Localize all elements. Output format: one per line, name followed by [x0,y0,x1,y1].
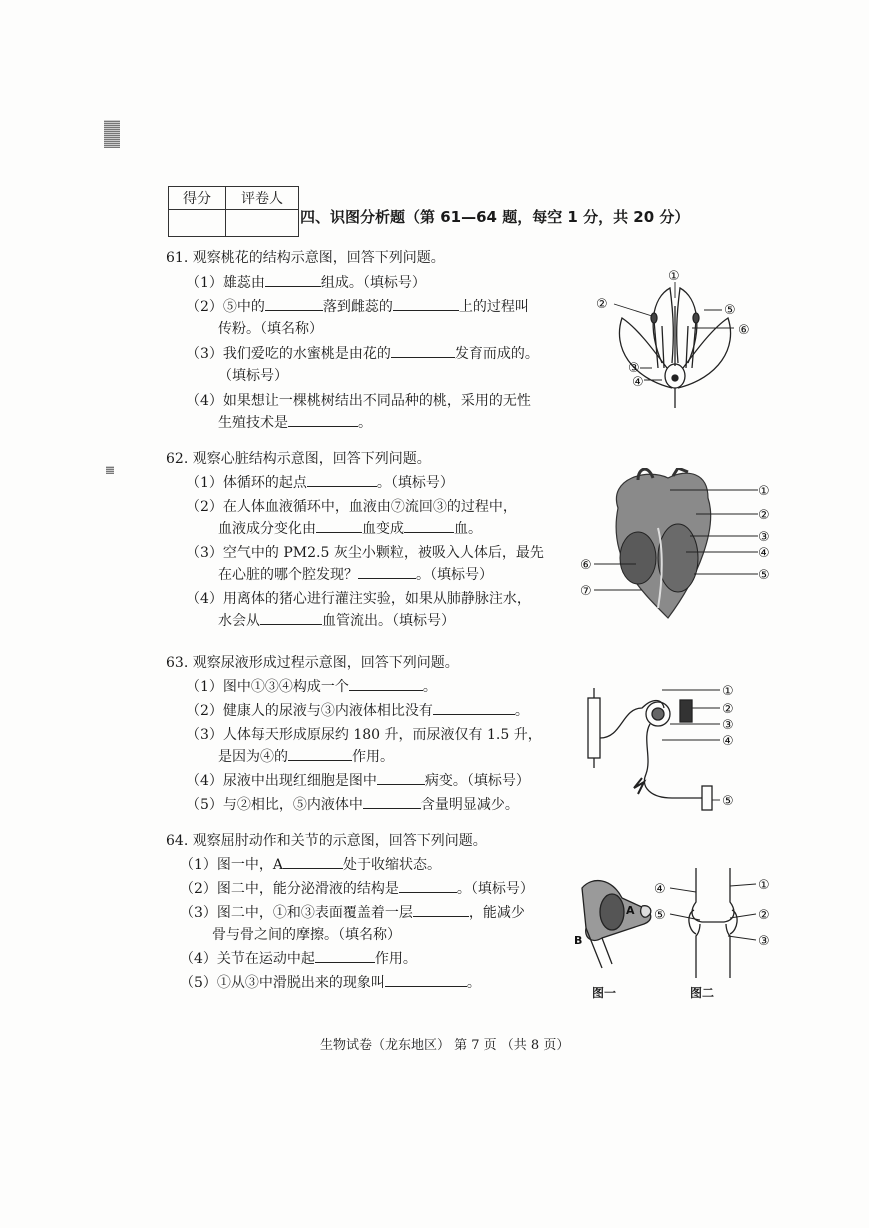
joint-leader-5 [670,914,700,920]
q64-p3-cont: 骨与骨之间的摩擦。（填名称） [212,927,401,943]
flower-label-5: ⑤ [724,303,736,318]
nephron-tubule [644,724,702,798]
q64-p1-blank[interactable] [283,854,343,869]
q64-p2-tail: 。（填标号） [456,881,534,897]
q64-part2 [180,878,534,898]
q63-part5 [186,794,519,814]
figure-2-caption: 图二 [690,986,715,1000]
nephron-figure [582,678,772,818]
q62-p1-text: （1）体循环的起点 [186,475,307,491]
q62-p3-text: （3）空气中的 PM2.5 灰尘小颗粒，被吸入人体后，最先 [186,545,544,561]
q62-p3-blank[interactable] [358,564,416,579]
arm-biceps [600,894,624,930]
q63-p4-blank[interactable] [377,770,425,785]
q61-p4b-text: 生殖技术是 [218,415,288,431]
q63-p3-text: （3）人体每天形成原尿约 180 升，而尿液仅有 1.5 升， [186,727,542,743]
joint-figure [650,866,780,980]
joint-label-1: ① [758,878,770,893]
heart-right-chamber [620,532,656,584]
arm-label-b: B [574,934,583,947]
q63-part1 [186,676,437,696]
q62-p1-blank[interactable] [307,472,377,487]
q63-p1-tail: 。 [422,679,437,695]
scan-mark-small [106,466,114,474]
joint-leader-4 [670,888,696,892]
nephron-label-3: ③ [722,718,734,733]
q61-p2-mid: 落到雌蕊的 [322,299,393,315]
q64-p2-blank[interactable] [399,878,457,893]
q63-p4-text: （4）尿液中出现红细胞是图中 [186,773,377,789]
heart-figure [578,468,778,624]
peach-flower-figure [592,268,762,410]
q62-p3-tail: 。（填标号） [416,567,493,583]
q62-p4-tail: 血管流出。（填标号） [322,613,455,629]
q61-part1 [186,272,426,292]
nephron-glomerulus [652,708,664,720]
nephron-loop [634,778,644,794]
q62-part3b [218,564,493,584]
q63-p2-blank[interactable] [433,700,515,715]
flower-anther [651,313,657,323]
heart-label-3: ③ [758,530,770,545]
q61-p4-blank[interactable] [288,412,358,427]
nephron-label-4: ④ [722,734,734,749]
heart-diagram [578,468,778,624]
nephron-label-1: ① [722,684,734,699]
q61-part4b [218,412,372,432]
figure-1-caption: 图一 [592,986,617,1000]
joint-label-2: ② [758,908,770,923]
q61-p3-blank[interactable] [391,343,455,358]
q64-p4-tail: 作用。 [374,951,417,967]
joint-lower-bone [696,924,730,978]
flower-diagram [592,268,762,410]
q62-p4b-text: 水会从 [218,613,260,629]
q61-p3-text: （3）我们爱吃的水蜜桃是由花的 [186,346,391,362]
flower-label-6: ⑥ [738,323,750,338]
q61-p1-blank[interactable] [265,272,321,287]
q63-p5-blank[interactable] [363,794,421,809]
q62-p2-text: （2）在人体血液循环中，血液由⑦流回③的过程中， [186,499,517,515]
q61-p2-text: （2）⑤中的 [186,299,265,315]
q64-stem: 64. 观察屈肘动作和关节的示意图，回答下列问题。 [166,833,487,849]
q61-p2-cont: 传粉。（填名称） [218,321,323,337]
q62-stem: 62. 观察心脏结构示意图，回答下列问题。 [166,451,431,467]
nephron-collecting [702,786,712,810]
joint-label-5: ⑤ [654,908,666,923]
q64-part1 [180,854,441,874]
nephron-black-block [680,700,692,722]
q64-part5 [180,972,481,992]
flower-label-2: ② [596,297,608,312]
q62-p1-tail: 。（填标号） [376,475,454,491]
q63-p1-blank[interactable] [349,676,423,691]
q63-p3b-text: 是因为④的 [218,749,288,765]
q64-p3-blank[interactable] [413,902,469,917]
q64-p3-tail: ，能减少 [468,905,525,921]
q61-part2 [186,296,529,316]
heart-label-7: ⑦ [580,584,592,599]
q64-p1-tail: 处于收缩状态。 [343,857,442,873]
flower-petal-right [678,318,731,388]
q64-p3-text: （3）图二中，①和③表面覆盖着一层 [180,905,413,921]
q63-stem: 63. 观察尿液形成过程示意图，回答下列问题。 [166,655,459,671]
q61-p3-tail: 发育而成的。 [454,346,539,362]
heart-label-5: ⑤ [758,568,770,583]
q64-part4 [180,948,417,968]
q62-p2-blank2[interactable] [404,518,454,533]
flower-label-3: ③ [628,361,640,376]
grader-header: 评卷人 [226,187,299,210]
q62-p3b-text: 在心脏的哪个腔发现？ [218,567,358,583]
joint-diagram [650,866,780,980]
q64-p5-blank[interactable] [385,972,467,987]
heart-label-1: ① [758,484,770,499]
q61-p2-blank1[interactable] [265,296,323,311]
flower-ovule [672,375,678,381]
q62-p4-text: （4）用离体的猪心进行灌注实验，如果从肺静脉注水， [186,591,531,607]
page-footer: 生物试卷（龙东地区） 第 7 页 （共 8 页） [320,1038,570,1053]
score-table [168,186,299,237]
q63-part2 [186,700,529,720]
grader-cell[interactable] [226,210,299,237]
heart-label-4: ④ [758,546,770,561]
score-header: 得分 [169,187,226,210]
score-cell[interactable] [169,210,226,237]
q63-p4-tail: 病变。（填标号） [424,773,530,789]
q63-p2-tail: 。 [514,703,529,719]
q62-p2-blank1[interactable] [316,518,362,533]
q63-p3-blank[interactable] [288,746,352,761]
q64-p4-blank[interactable] [315,948,375,963]
q62-p2b-text: 血液成分变化由 [218,521,316,537]
q61-p4-tail: 。 [358,415,372,431]
q64-p5-tail: 。 [466,975,481,991]
joint-leader-3 [728,936,756,940]
q61-p1-tail: 组成。（填标号） [320,275,426,291]
q61-p4-text: （4）如果想让一棵桃树结出不同品种的桃，采用的无性 [186,393,531,409]
q63-p5-tail: 含量明显减少。 [420,797,519,813]
flower-anther2 [693,313,699,323]
joint-label-4: ④ [654,882,666,897]
q62-part2b [218,518,482,538]
arm-diagram [572,868,662,978]
nephron-diagram [582,678,772,818]
nephron-vessel [588,698,600,758]
nephron-label-5: ⑤ [722,794,734,809]
heart-label-6: ⑥ [580,558,592,573]
q62-p2-mid: 血变成 [362,521,404,537]
q61-part3 [186,343,539,363]
q62-part4b [218,610,455,630]
q62-part1 [186,472,454,492]
joint-label-3: ③ [758,934,770,949]
q64-p1-text: （1）图一中，A [180,857,284,873]
flower-label-4: ④ [632,375,644,390]
q63-p2-text: （2）健康人的尿液与③内液体相比没有 [186,703,433,719]
q63-part3b [218,746,394,766]
flower-label-1: ① [668,269,680,284]
q63-part4 [186,770,530,790]
q64-part3 [180,902,525,922]
q63-p1-text: （1）图中①③④构成一个 [186,679,349,695]
q63-p3-tail: 作用。 [352,749,394,765]
q62-p4-blank[interactable] [260,610,322,625]
flower-petal-left [619,318,672,388]
section-title: 四、识图分析题（第 61—64 题，每空 1 分，共 20 分） [300,208,690,226]
scan-mark [104,120,120,148]
heart-left-chamber [658,524,698,592]
q61-p2-tail: 上的过程叫 [458,299,529,315]
arm-label-a: A [626,904,635,917]
joint-leader-1 [730,884,756,886]
q61-p1-text: （1）雄蕊由 [186,275,265,291]
q61-p2-blank2[interactable] [393,296,459,311]
nephron-label-2: ② [722,702,734,717]
q61-p3-cont: （填标号） [218,368,288,384]
q61-stem: 61. 观察桃花的结构示意图，回答下列问题。 [166,250,445,266]
arm-figure [572,868,662,978]
heart-label-2: ② [758,508,770,523]
q64-p4-text: （4）关节在运动中起 [180,951,315,967]
q62-p2-tail: 血。 [454,521,482,537]
q63-p5-text: （5）与②相比，⑤内液体中 [186,797,363,813]
q64-p5-text: （5）①从③中滑脱出来的现象叫 [180,975,385,991]
joint-upper-bone [692,868,734,922]
q64-p2-text: （2）图二中，能分泌滑液的结构是 [180,881,399,897]
